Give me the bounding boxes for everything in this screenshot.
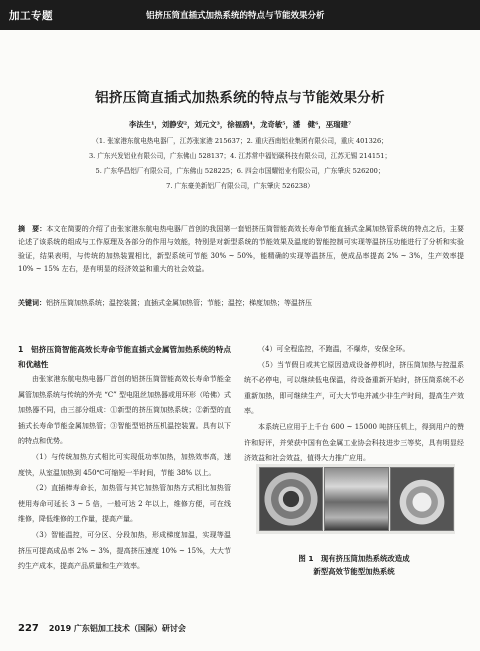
body-paragraph: 由张家港东航电热电器厂首创的铝挤压筒智能高效长寿命节能金属管加热系统与传统的外壳 “C” 型电阻丝加热器或用环形（哈佛）式加热器不同，由三部分组成：①新型的挤压筒加热系统；②新型的直插式长寿命节能金属加热管；③智能型铝挤压机温控装置。具有以下的特点和优势。 (18, 375, 231, 446)
running-title: 铝挤压筒直插式加热系统的特点与节能效果分析 (146, 11, 325, 21)
affiliation-line: 3. 广东兴发铝业有限公司，广东佛山 528137；4. 江苏常中福铝碳科技有限公司，江苏无锡 214151； (88, 152, 392, 160)
author-list: 李法生¹，刘静安²，刘元文³，徐福鸥⁴，龙奇敏⁵，潘 健⁶，巫瑞建⁷ (128, 120, 352, 129)
section-label: 加工专题 (9, 10, 53, 22)
caption-line: 新型高效节能型加热系统 (313, 567, 395, 576)
caption-line: 图 1 现有挤压筒加热系统改造成 (298, 554, 410, 563)
figure-caption (244, 552, 464, 578)
page-number: 227 (18, 623, 39, 634)
abstract-text: 本文在简要的介绍了由张家港东航电热电器厂首创的我国第一套铝挤压筒智能高效长寿命节能直插式金属加热管系统的特点之后，主要论述了该系统的组成与工作原理及各部分的作用与效能，特别是对新型系统的节能效果及温度的智能控制可实现等温挤压功能进行了分析和实验验证，结果表明，与传统的加热装置相比，新型系统可节能 30% ~ 50%，能精确的实现等温挤压，使成品率提高 2% ~ 3%，生产效率提 10% ~ 15% 左右，是有明显的经济效益和重大的社会效益。 (18, 225, 465, 274)
page-footer (18, 616, 186, 635)
conference-name: 2019 广东铝加工技术（国际）研讨会 (48, 624, 186, 633)
right-column (244, 342, 464, 467)
affiliation-line: 5. 广东华昌铝厂有限公司，广东佛山 528225；6. 四会市国耀铝业有限公司，广东肇庆 526200； (95, 167, 385, 175)
body-paragraph: （2）直插棒寿命长，加热管与其它加热管加热方式相比加热管使用寿命可延长 3 ~ 5 倍，一般可达 2 年以上，维修方便，可在线维修，降低维修的工作量，提高产量。 (18, 484, 231, 524)
body-paragraph: （3）智能温控，可分区、分段加热，形成梯度加温，实现等温挤压可提高成品率 2% ~ 3%，提高挤压速度 10% ~ 15%，大大节约生产成本，提高产品质量和生产效率。 (18, 530, 231, 571)
abstract-label: 摘 要： (18, 225, 47, 233)
body-paragraph: （5）当节假日或其它原因造成设备停机时，挤压筒加热与控温系统不必停电，可以继续低电保温，待设备重新开始时，挤压筒系统不必重新加热，即可继续生产，可大大节电并减少非生产时间，提高生产效率。 (244, 360, 464, 416)
affiliation-line: 7. 广东豪美新铝厂有限公司，广东肇庆 526238） (166, 182, 314, 190)
keywords (18, 297, 464, 309)
container-bore-photo (390, 467, 454, 531)
heater-photo (324, 467, 389, 531)
section-heading: 1 铝挤压筒智能高效长寿命节能直插式金属管加热系统的特点和优越性 (18, 345, 231, 369)
container-photo (259, 467, 323, 531)
keywords-label: 关键词： (18, 299, 46, 307)
paper-title: 铝挤压筒直插式加热系统的特点与节能效果分析 (95, 90, 385, 106)
page-header (0, 0, 480, 30)
body-paragraph: （1）与传统加热方式相比可实现低功率加热，加热效率高，速度快，从室温加热到 450℃可缩短一半时间，节能 38% 以上。 (18, 452, 231, 477)
affiliation-line: （1. 张家港东航电热电器厂，江苏张家港 215637；2. 重庆西南铝业集团有限公司，重庆 401326； (92, 137, 388, 145)
body-paragraph: 本系统已应用于上千台 600 ~ 15000 吨挤压机上，得到用户的赞许和好评，并荣获中国有色金属工业协会科技进步三等奖，具有明显经济效益和社会效益，值得大力推广应用。 (244, 422, 464, 463)
body-paragraph: （4）可全程监控，不跑温，不爆炸，安保全环。 (258, 345, 410, 353)
keywords-text: 铝挤压筒加热系统；温控装置；直插式金属加热管；节能；温控；梯度加热；等温挤压 (46, 299, 312, 307)
abstract (18, 223, 464, 277)
left-column (18, 342, 231, 575)
figure-photos (256, 464, 455, 534)
